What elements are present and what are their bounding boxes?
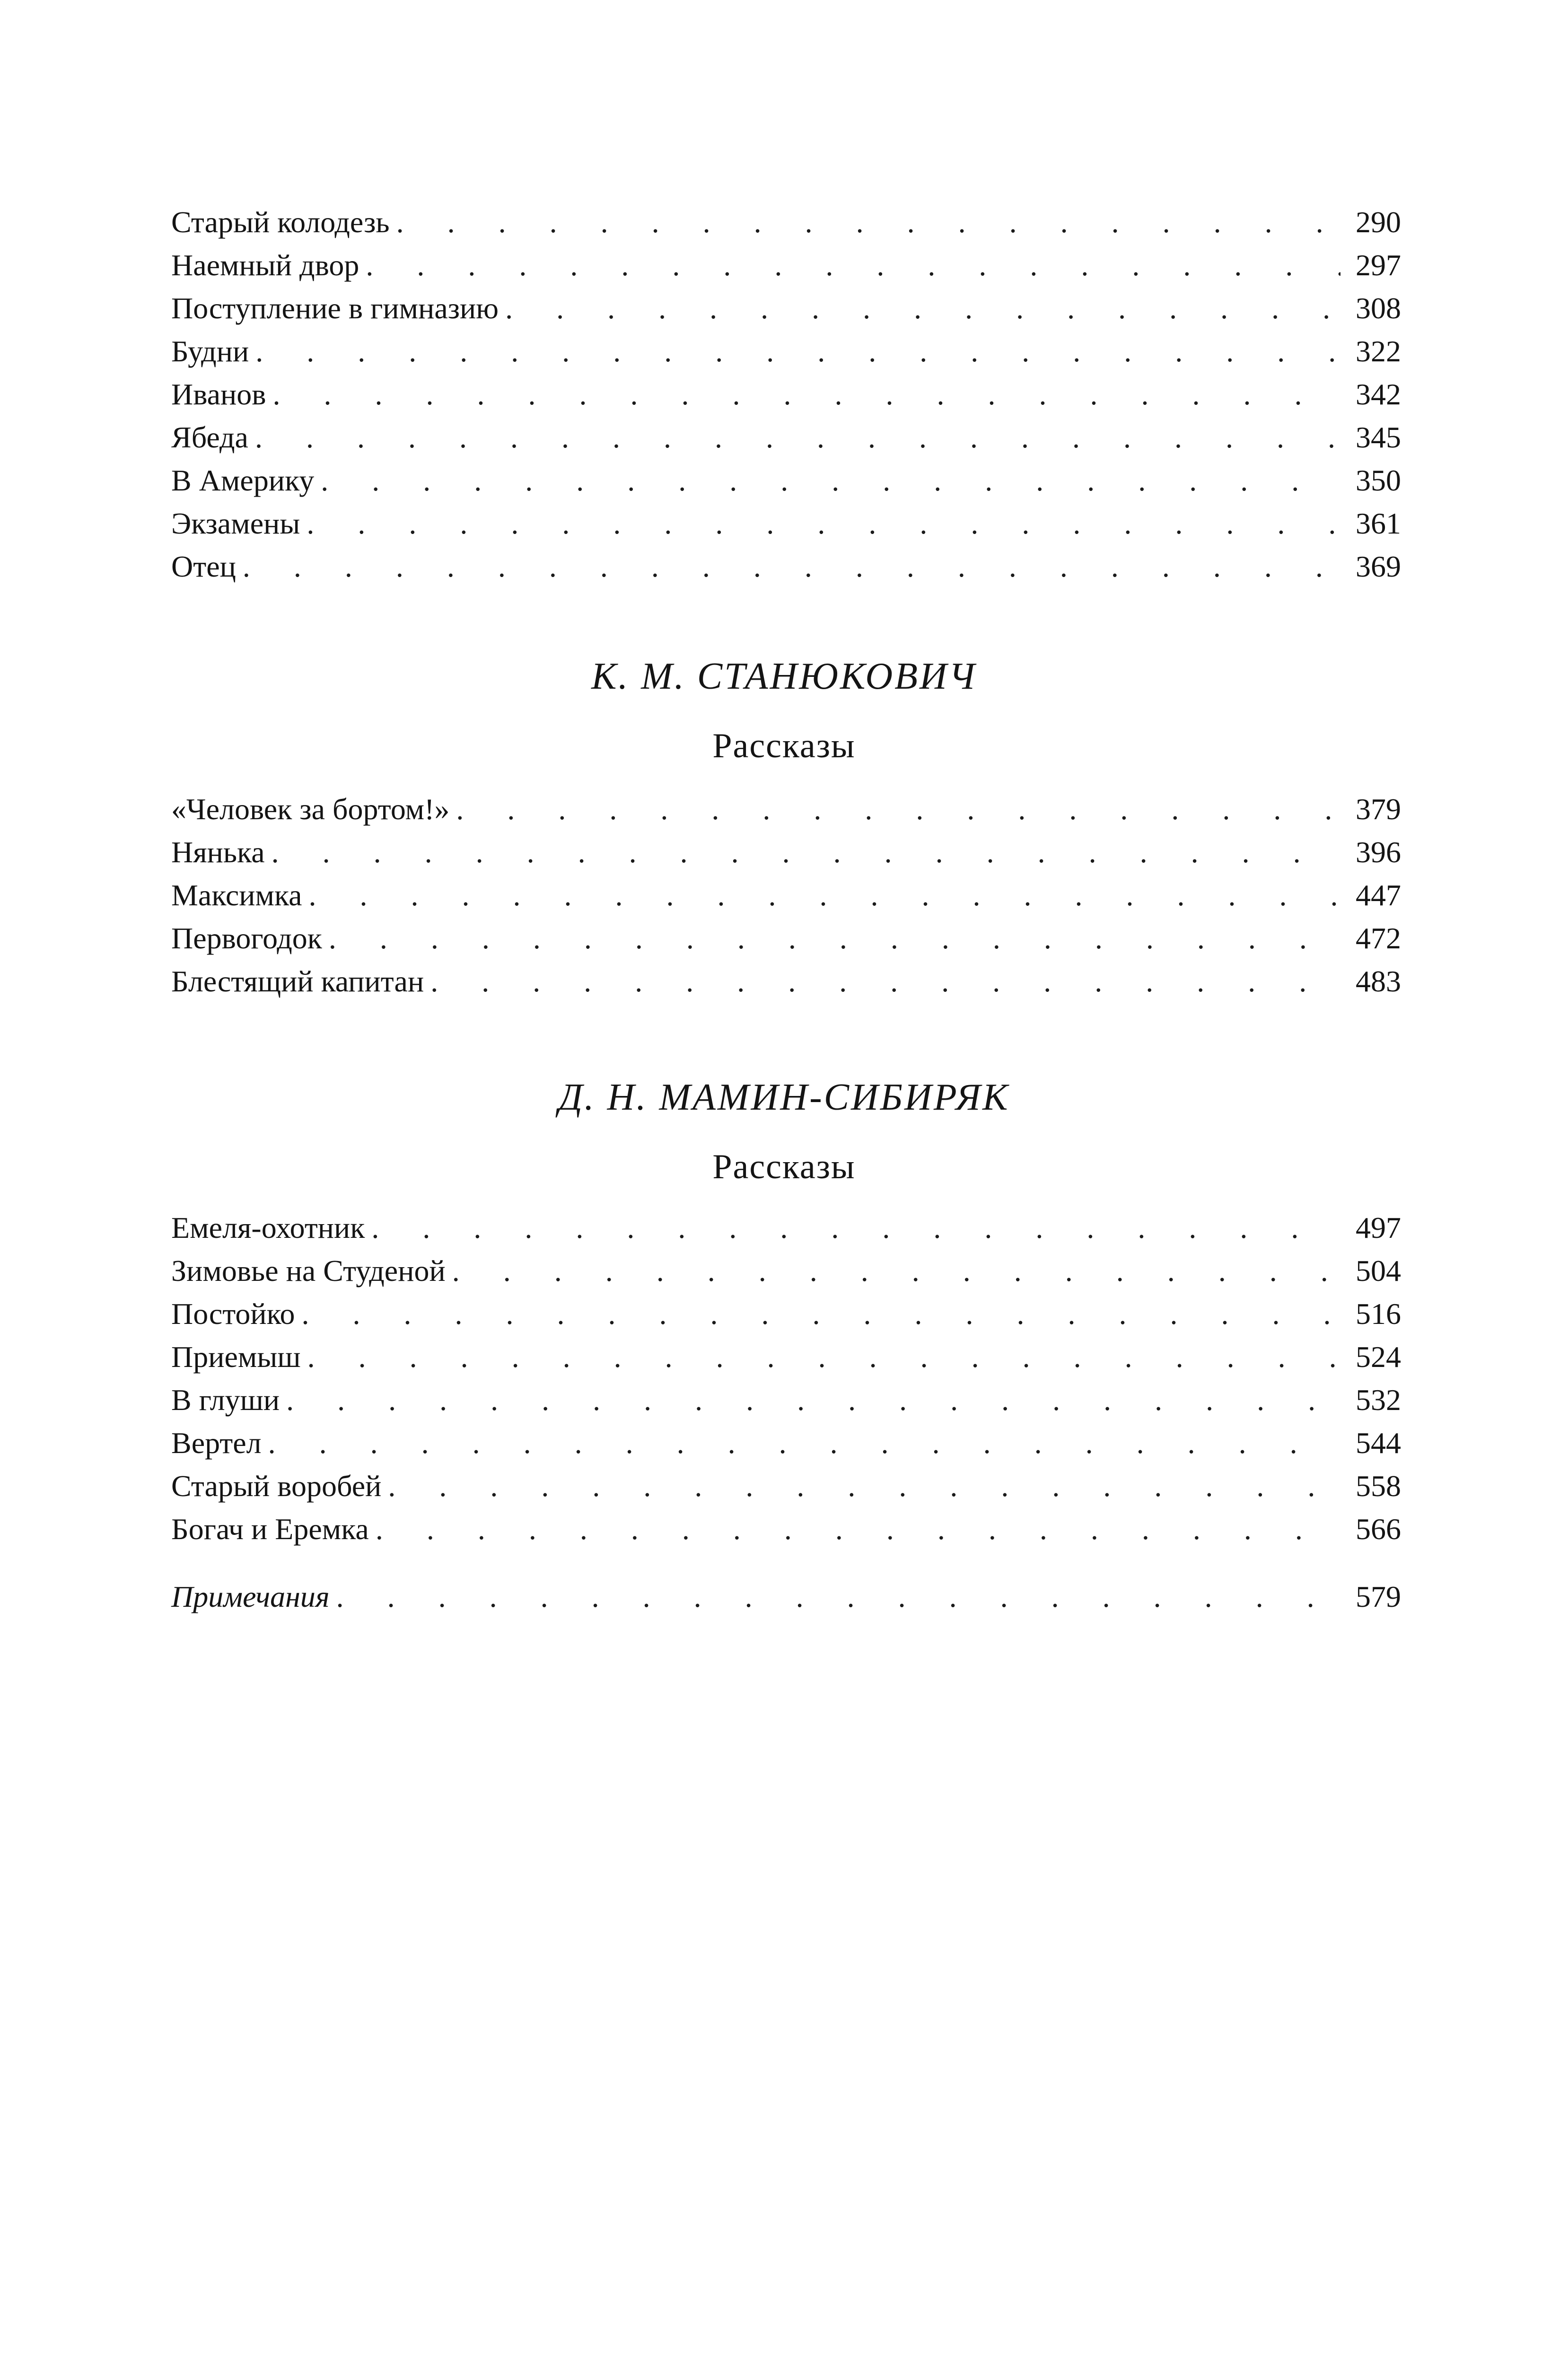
toc-entry-page: 290 [1340, 201, 1401, 244]
dot-leader [309, 874, 1341, 917]
toc-entry-page: 516 [1340, 1292, 1401, 1335]
section-heading-stories: Рассказы [712, 727, 856, 765]
toc-entry-title: Постойко [171, 1292, 301, 1335]
toc-entry [171, 416, 1401, 459]
dot-leader [286, 1378, 1340, 1421]
toc-entry-title: Будни [171, 330, 255, 373]
toc-entry [171, 502, 1401, 545]
toc-entry-page: 566 [1340, 1507, 1401, 1550]
toc-entry-page: 558 [1340, 1464, 1401, 1507]
toc-entry-page: 396 [1340, 831, 1401, 874]
toc-entry [171, 1335, 1401, 1378]
dot-leader [301, 1292, 1340, 1335]
toc-entry-title: Приемыш [171, 1335, 307, 1378]
toc-entry-notes [171, 1575, 1401, 1618]
dot-leader [272, 831, 1340, 874]
toc-entry-page: 579 [1340, 1575, 1401, 1618]
dot-leader [272, 373, 1340, 416]
dot-leader [396, 201, 1340, 244]
toc-entry-title: Блестящий капитан [171, 960, 430, 1003]
toc-entry-page: 524 [1340, 1335, 1401, 1378]
dot-leader [388, 1464, 1340, 1507]
toc-entry [171, 831, 1401, 874]
toc-entry-page: 369 [1340, 545, 1401, 588]
toc-section-mamin-sibiryak [171, 1206, 1401, 1550]
toc-entry-title: Поступление в гимназию [171, 287, 505, 330]
dot-leader [376, 1507, 1340, 1550]
toc-entry [171, 373, 1401, 416]
toc-entry-title: Максимка [171, 874, 309, 917]
toc-entry-title: Примечания [171, 1575, 336, 1618]
section-heading-stories: Рассказы [712, 1147, 856, 1186]
toc-section-notes [171, 1575, 1401, 1618]
dot-leader [243, 545, 1340, 588]
toc-entry-page: 447 [1340, 874, 1401, 917]
toc-entry-page: 322 [1340, 330, 1401, 373]
toc-section-stanyukovich [171, 788, 1401, 1003]
toc-entry-title: Емеля-охотник [171, 1206, 371, 1249]
author-name-stanyukovich: К. М. СТАНЮКОВИЧ [591, 656, 977, 697]
toc-entry-page: 472 [1340, 917, 1401, 960]
toc-entry [171, 1464, 1401, 1507]
toc-entry [171, 545, 1401, 588]
toc-entry-title: Иванов [171, 373, 272, 416]
toc-entry-title: Отец [171, 545, 243, 588]
toc-entry-title: Старый колодезь [171, 201, 396, 244]
toc-entry-title: Старый воробей [171, 1464, 388, 1507]
toc-entry-title: В Америку [171, 459, 321, 502]
toc-entry-page: 504 [1340, 1249, 1401, 1292]
toc-entry-page: 361 [1340, 502, 1401, 545]
toc-entry-page: 532 [1340, 1378, 1401, 1421]
toc-entry-title: Богач и Еремка [171, 1507, 376, 1550]
author-name-mamin-sibiryak: Д. Н. МАМИН-СИБИРЯК [558, 1077, 1010, 1118]
toc-entry [171, 201, 1401, 244]
toc-entry [171, 459, 1401, 502]
dot-leader [430, 960, 1340, 1003]
toc-entry [171, 788, 1401, 831]
dot-leader [505, 287, 1340, 330]
toc-entry-page: 544 [1340, 1421, 1401, 1464]
toc-entry-page: 342 [1340, 373, 1401, 416]
toc-entry-title: Первогодок [171, 917, 329, 960]
toc-entry [171, 330, 1401, 373]
toc-entry-title: В глуши [171, 1378, 286, 1421]
toc-entry-page: 483 [1340, 960, 1401, 1003]
toc-entry-page: 497 [1340, 1206, 1401, 1249]
toc-entry [171, 917, 1401, 960]
toc-entry-title: Экзамены [171, 502, 307, 545]
toc-entry-page: 297 [1340, 244, 1401, 287]
toc-entry-title: Нянька [171, 831, 272, 874]
dot-leader [336, 1575, 1340, 1618]
toc-entry [171, 244, 1401, 287]
toc-entry-title: «Человек за бортом!» [171, 788, 456, 831]
toc-entry [171, 1378, 1401, 1421]
toc-entry [171, 1292, 1401, 1335]
toc-entry-page: 308 [1340, 287, 1401, 330]
dot-leader [255, 416, 1340, 459]
dot-leader [307, 1335, 1340, 1378]
toc-entry [171, 960, 1401, 1003]
toc-entry-title: Ябеда [171, 416, 255, 459]
toc-entry-page: 379 [1340, 788, 1401, 831]
toc-entry-title: Вертел [171, 1421, 268, 1464]
toc-entry [171, 1421, 1401, 1464]
toc-section-continued [171, 201, 1401, 588]
dot-leader [307, 502, 1340, 545]
toc-entry-page: 345 [1340, 416, 1401, 459]
dot-leader [371, 1206, 1340, 1249]
dot-leader [255, 330, 1340, 373]
toc-entry-page: 350 [1340, 459, 1401, 502]
toc-entry-title: Наемный двор [171, 244, 366, 287]
dot-leader [268, 1421, 1340, 1464]
dot-leader [456, 788, 1340, 831]
toc-entry [171, 1206, 1401, 1249]
toc-entry [171, 287, 1401, 330]
toc-entry [171, 1249, 1401, 1292]
dot-leader [366, 244, 1340, 287]
dot-leader [321, 459, 1340, 502]
toc-entry-title: Зимовье на Студеной [171, 1249, 452, 1292]
toc-entry [171, 874, 1401, 917]
dot-leader [329, 917, 1340, 960]
dot-leader [452, 1249, 1340, 1292]
toc-entry [171, 1507, 1401, 1550]
